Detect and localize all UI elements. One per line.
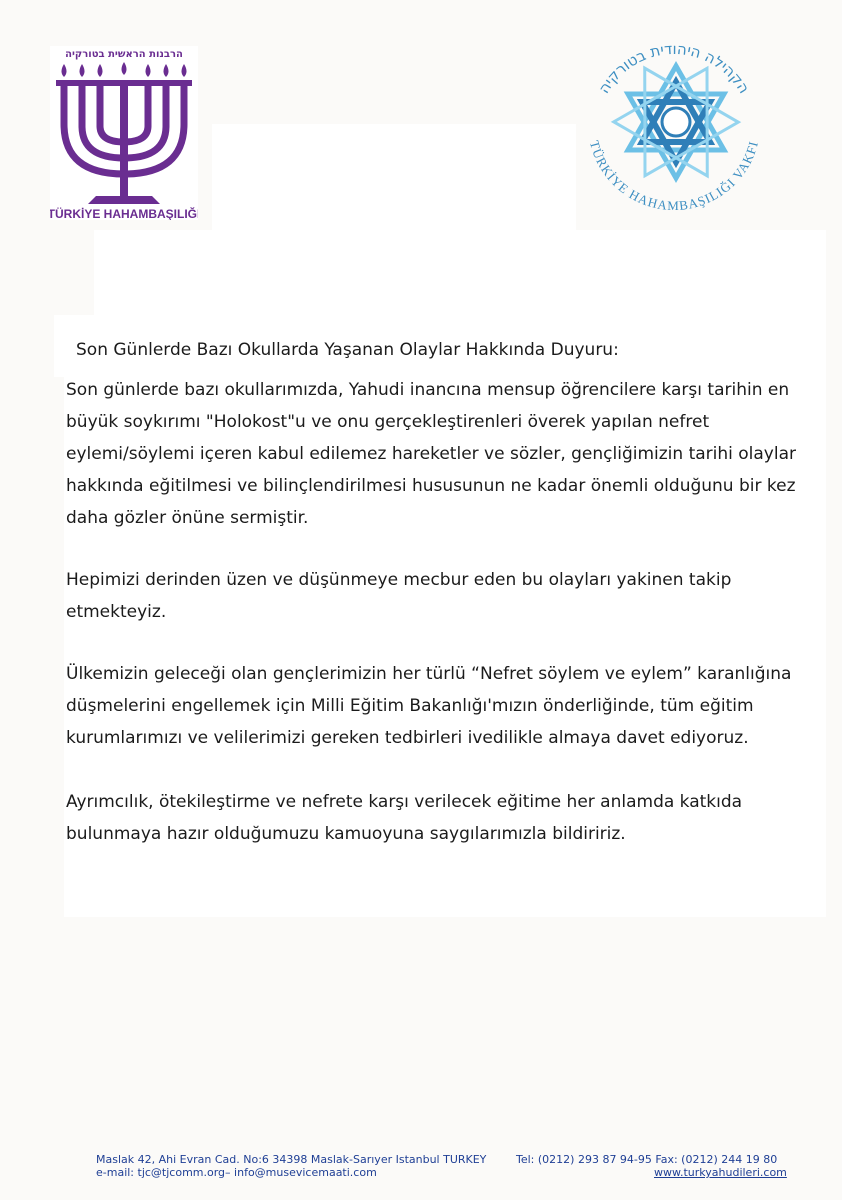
footer-email[interactable]: e-mail: tjc@tjcomm.org– info@musevicemaati.com (96, 1166, 377, 1179)
paragraph-1: Son günlerde bazı okullarımızda, Yahudi inancına mensup öğrencilere karşı tarihin en büyük soykırımı "Holokost"u ve onu gerçekleştirenleri överek yapılan nefret eylemi/söylemi içeren kabul edilemez hareketler ve sözler, gençliğimizin tarihi olaylar hakkında eğitilmesi ve bilinçlendirilmesi hususunun ne kadar önemli olduğunu bir kez daha gözler önüne sermiştir. (66, 380, 796, 528)
footer-address: Maslak 42, Ahi Evran Cad. No:6 34398 Maslak-Sarıyer Istanbul TURKEY (96, 1153, 487, 1166)
hahambasiligi-logo (50, 46, 198, 220)
menorah-icon (50, 46, 198, 220)
star-of-david-icon (576, 34, 772, 220)
logo-right-hebrew: הקהילה היהודית בטורקיה (594, 39, 754, 97)
paragraph-4: Ayrımcılık, ötekileştirme ve nefrete karşı verilecek eğitime her anlamda katkıda bulunmaya hazır olduğumuzu kamuoyuna saygılarımızla bildiririz. (66, 792, 743, 844)
paragraph-2: Hepimizi derinden üzen ve düşünmeye mecbur eden bu olayları yakinen takip etmekteyiz. (66, 570, 732, 622)
content-backdrop (212, 124, 576, 230)
logo-left-hebrew: הרבנות הראשית בטורקיה (65, 49, 183, 60)
logo-right-caption: TÜRKİYE HAHAMBAŞILIĞI VAKFI (586, 138, 762, 214)
logo-left-caption: TÜRKİYE HAHAMBAŞILIĞI (50, 207, 198, 220)
vakfi-logo (576, 34, 772, 220)
content-backdrop (94, 230, 826, 320)
footer-phone: Tel: (0212) 293 87 94-95 Fax: (0212) 244 19 80 (516, 1153, 778, 1166)
paragraph-3: Ülkemizin geleceği olan gençlerimizin her türlü “Nefret söylem ve eylem” karanlığına düşmelerini engellemek için Milli Eğitim Bakanlığı'mızın önderliğinde, tüm eğitim kurumlarımızı ve velilerimizi gereken tedbirleri ivedilikle almaya davet ediyoruz. (66, 664, 792, 748)
document-title: Son Günlerde Bazı Okullarda Yaşanan Olaylar Hakkında Duyuru: (76, 340, 619, 360)
footer-website-link[interactable]: www.turkyahudileri.com (654, 1166, 787, 1179)
